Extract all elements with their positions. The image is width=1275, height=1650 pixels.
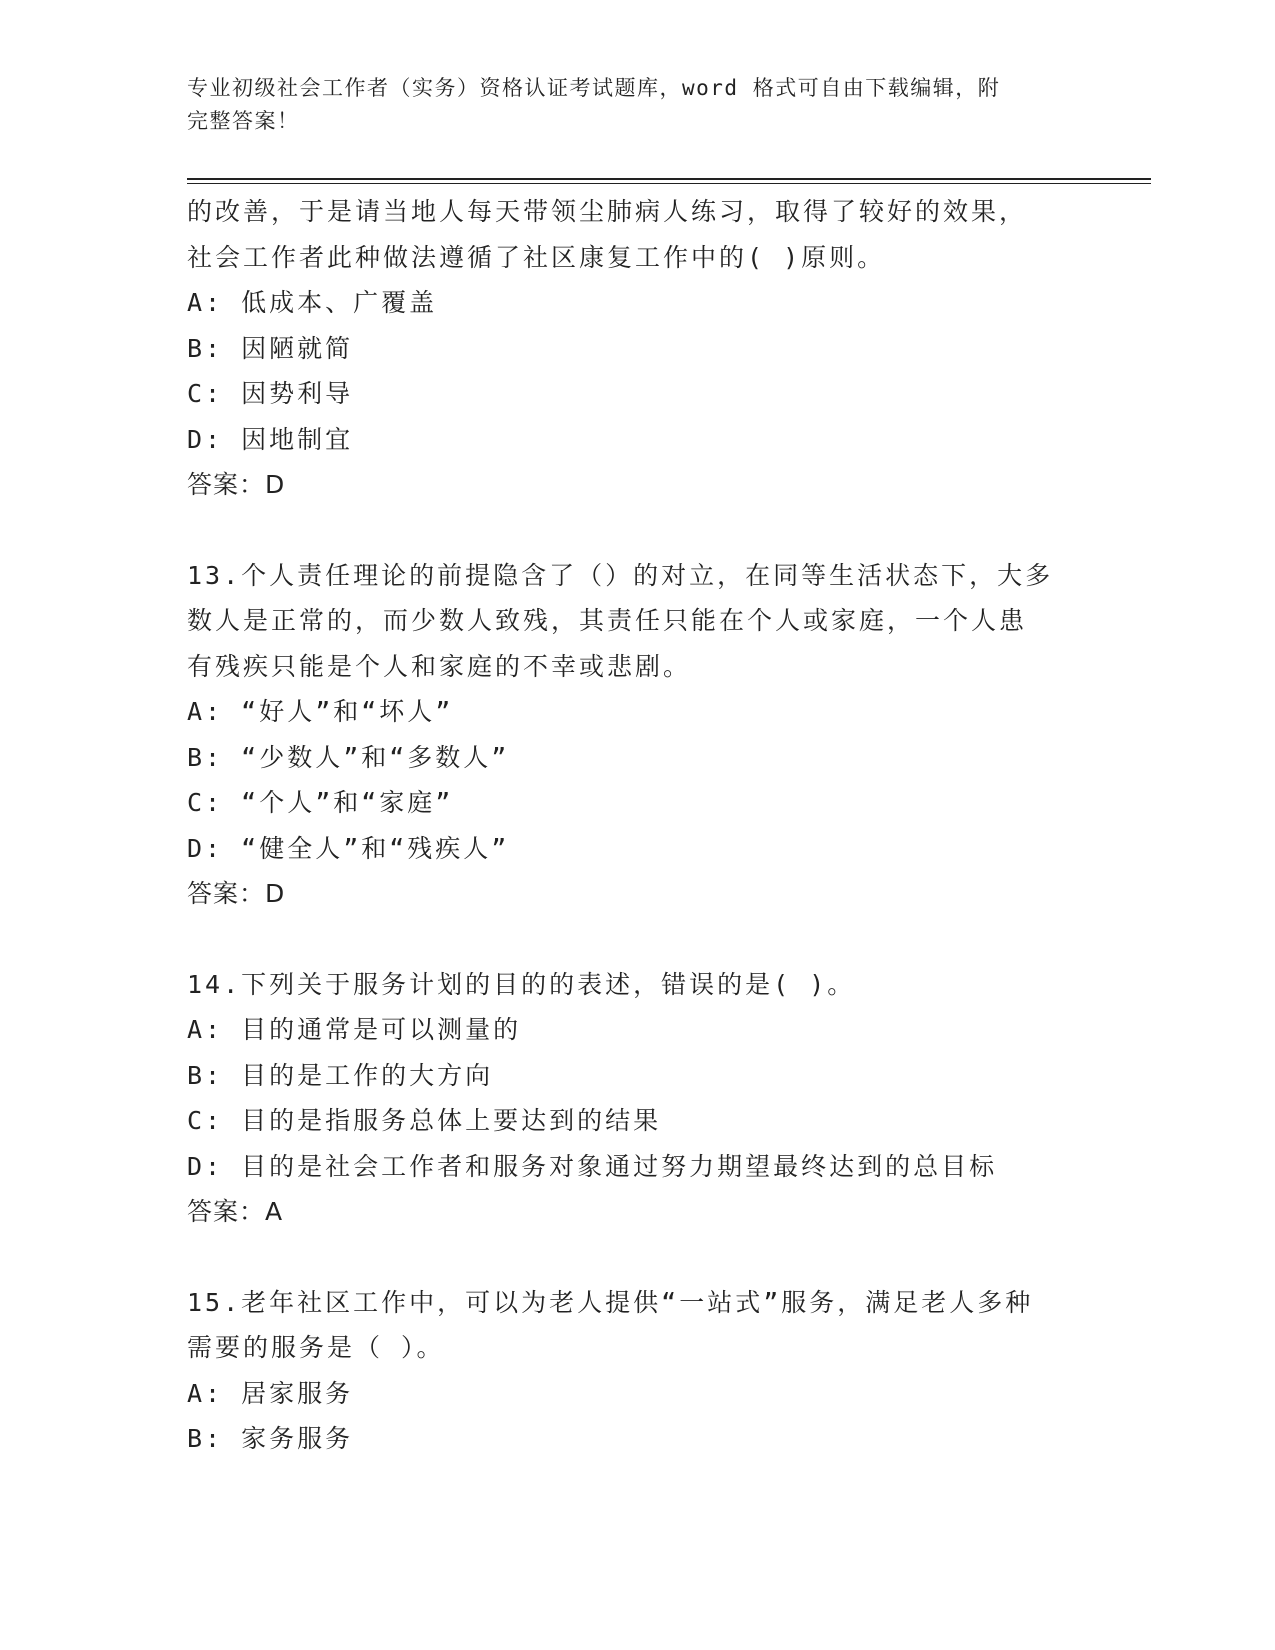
option-b: B: 因陋就简 — [187, 333, 354, 363]
question-text-line: 有残疾只能是个人和家庭的不幸或悲剧。 — [187, 651, 692, 681]
option-a: A: 目的通常是可以测量的 — [187, 1015, 522, 1044]
option-d: D: 因地制宜 — [187, 424, 354, 454]
option-d: D: 目的是社会工作者和服务对象通过努力期望最终达到的总目标 — [187, 1151, 998, 1181]
answer-label: 答案：D — [187, 470, 286, 499]
question-text-line: 15.老年社区工作中，可以为老人提供“一站式”服务，满足老人多种 — [187, 1287, 1034, 1317]
question-text-line: 数人是正常的，而少数人致残，其责任只能在个人或家庭，一个人患 — [187, 606, 1028, 635]
option-a: A: “好人”和“坏人” — [187, 697, 454, 726]
option-b: B: 目的是工作的大方向 — [187, 1060, 494, 1090]
question-text-line: 需要的服务是（ ）。 — [187, 1333, 445, 1362]
question-text-line: 的改善，于是请当地人每天带领尘肺病人练习，取得了较好的效果， — [187, 197, 1028, 226]
option-c: C: “个人”和“家庭” — [187, 788, 454, 817]
option-a: A: 低成本、广覆盖 — [187, 288, 438, 317]
question-continuation — [187, 189, 1087, 508]
question-text-line: 14.下列关于服务计划的目的的表述，错误的是( )。 — [187, 969, 856, 999]
header-title-line-2: 完整答案！ — [187, 109, 300, 133]
option-b: B: “少数人”和“多数人” — [187, 742, 510, 772]
option-d: D: “健全人”和“残疾人” — [187, 833, 510, 863]
header-title-line-1: 专业初级社会工作者（实务）资格认证考试题库，word 格式可自由下载编辑，附 — [187, 76, 1001, 100]
question-15 — [187, 1280, 1087, 1462]
question-content — [187, 189, 1087, 1462]
answer-label: 答案：D — [187, 879, 286, 908]
document-header — [187, 72, 1067, 138]
question-text-line: 社会工作者此种做法遵循了社区康复工作中的( )原则。 — [187, 242, 886, 272]
answer-label: 答案：A — [187, 1197, 284, 1226]
header-divider-thick — [187, 178, 1151, 180]
question-13 — [187, 553, 1087, 917]
option-c: C: 目的是指服务总体上要达到的结果 — [187, 1106, 662, 1135]
option-b: B: 家务服务 — [187, 1424, 354, 1453]
option-c: C: 因势利导 — [187, 379, 354, 408]
question-14 — [187, 962, 1087, 1235]
header-divider-thin — [187, 183, 1151, 184]
question-text-line: 13.个人责任理论的前提隐含了（）的对立，在同等生活状态下，大多 — [187, 560, 1054, 590]
option-a: A: 居家服务 — [187, 1378, 354, 1408]
